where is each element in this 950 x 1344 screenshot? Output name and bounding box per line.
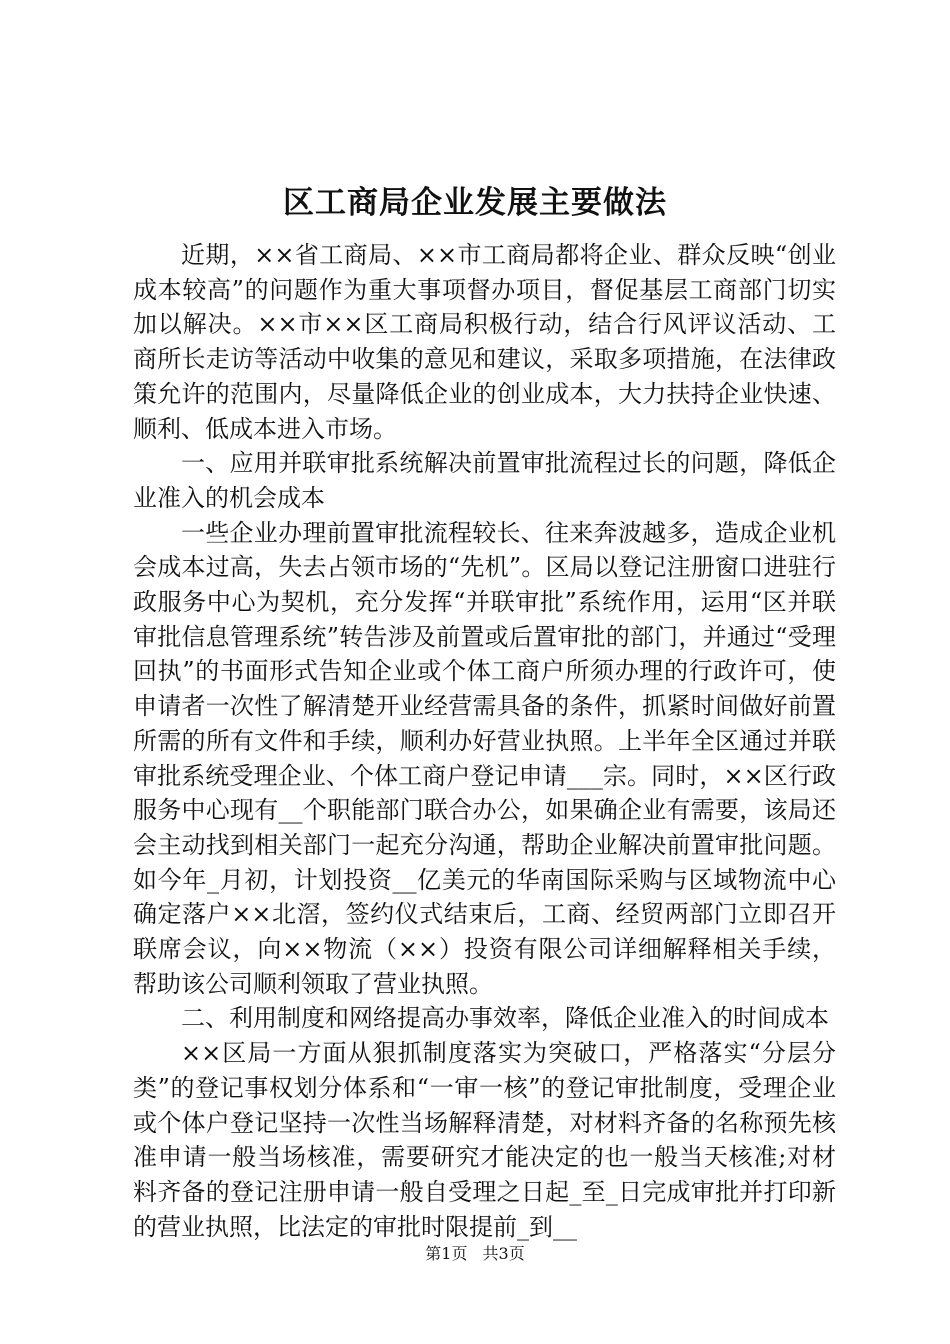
paragraph-section-2: ××区局一方面从狠抓制度落实为突破口，严格落实“分层分类”的登记事权划分体系和“一审一核”的登记审批制度，受理企业或个体户登记坚持一次性当场解释清楚，对材料齐备的名称预先核准申请一般当场核准，需要研究才能决定的也一般当天核准;对材料齐备的登记注册申请一般自受理之日起_至_日完成审批并打印新的营业执照，比法定的审批时限提前_到__ (133, 1039, 836, 1241)
page-footer (0, 1244, 950, 1264)
paragraph-section-1: 一些企业办理前置审批流程较长、往来奔波越多，造成企业机会成本过高，失去占领市场的“先机”。区局以登记注册窗口进驻行政服务中心为契机，充分发挥“并联审批”系统作用，运用“区并联审批信息管理系统”转告涉及前置或后置审批的部门，并通过“受理回执”的书面形式告知企业或个体工商户所须办理的行政许可，使申请者一次性了解清楚开业经营需具备的条件，抓紧时间做好前置所需的所有文件和手续，顺利办好营业执照。上半年全区通过并联审批系统受理企业、个体工商户登记申请___宗。同时，××区行政服务中心现有__个职能部门联合办公，如果确企业有需要，该局还会主动找到相关部门一起充分沟通，帮助企业解决前置审批问题。如今年_月初，计划投资__亿美元的华南国际采购与区域物流中心确定落户××北滘，签约仪式结束后，工商、经贸两部门立即召开联席会议，向××物流（××）投资有限公司详细解释相关手续，帮助该公司顺利领取了营业执照。 (133, 518, 836, 998)
heading-section-1: 一、应用并联审批系统解决前置审批流程过长的问题，降低企业准入的机会成本 (133, 449, 836, 512)
document-title: 区工商局企业发展主要做法 (283, 185, 667, 221)
heading-section-2: 二、利用制度和网络提高办事效率，降低企业准入的时间成本 (181, 1004, 829, 1033)
paragraph-intro: 近期，××省工商局、××市工商局都将企业、群众反映“创业成本较高”的问题作为重大事项督办项目，督促基层工商部门切实加以解决。××市××区工商局积极行动，结合行风评议活动、工商所长走访等活动中收集的意见和建议，采取多项措施，在法律政策允许的范围内，尽量降低企业的创业成本，大力扶持企业快速、顺利、低成本进入市场。 (133, 241, 836, 443)
page-number: 第1页 (425, 1244, 468, 1263)
page-total: 共3页 (482, 1244, 525, 1263)
document-body (133, 238, 836, 1244)
